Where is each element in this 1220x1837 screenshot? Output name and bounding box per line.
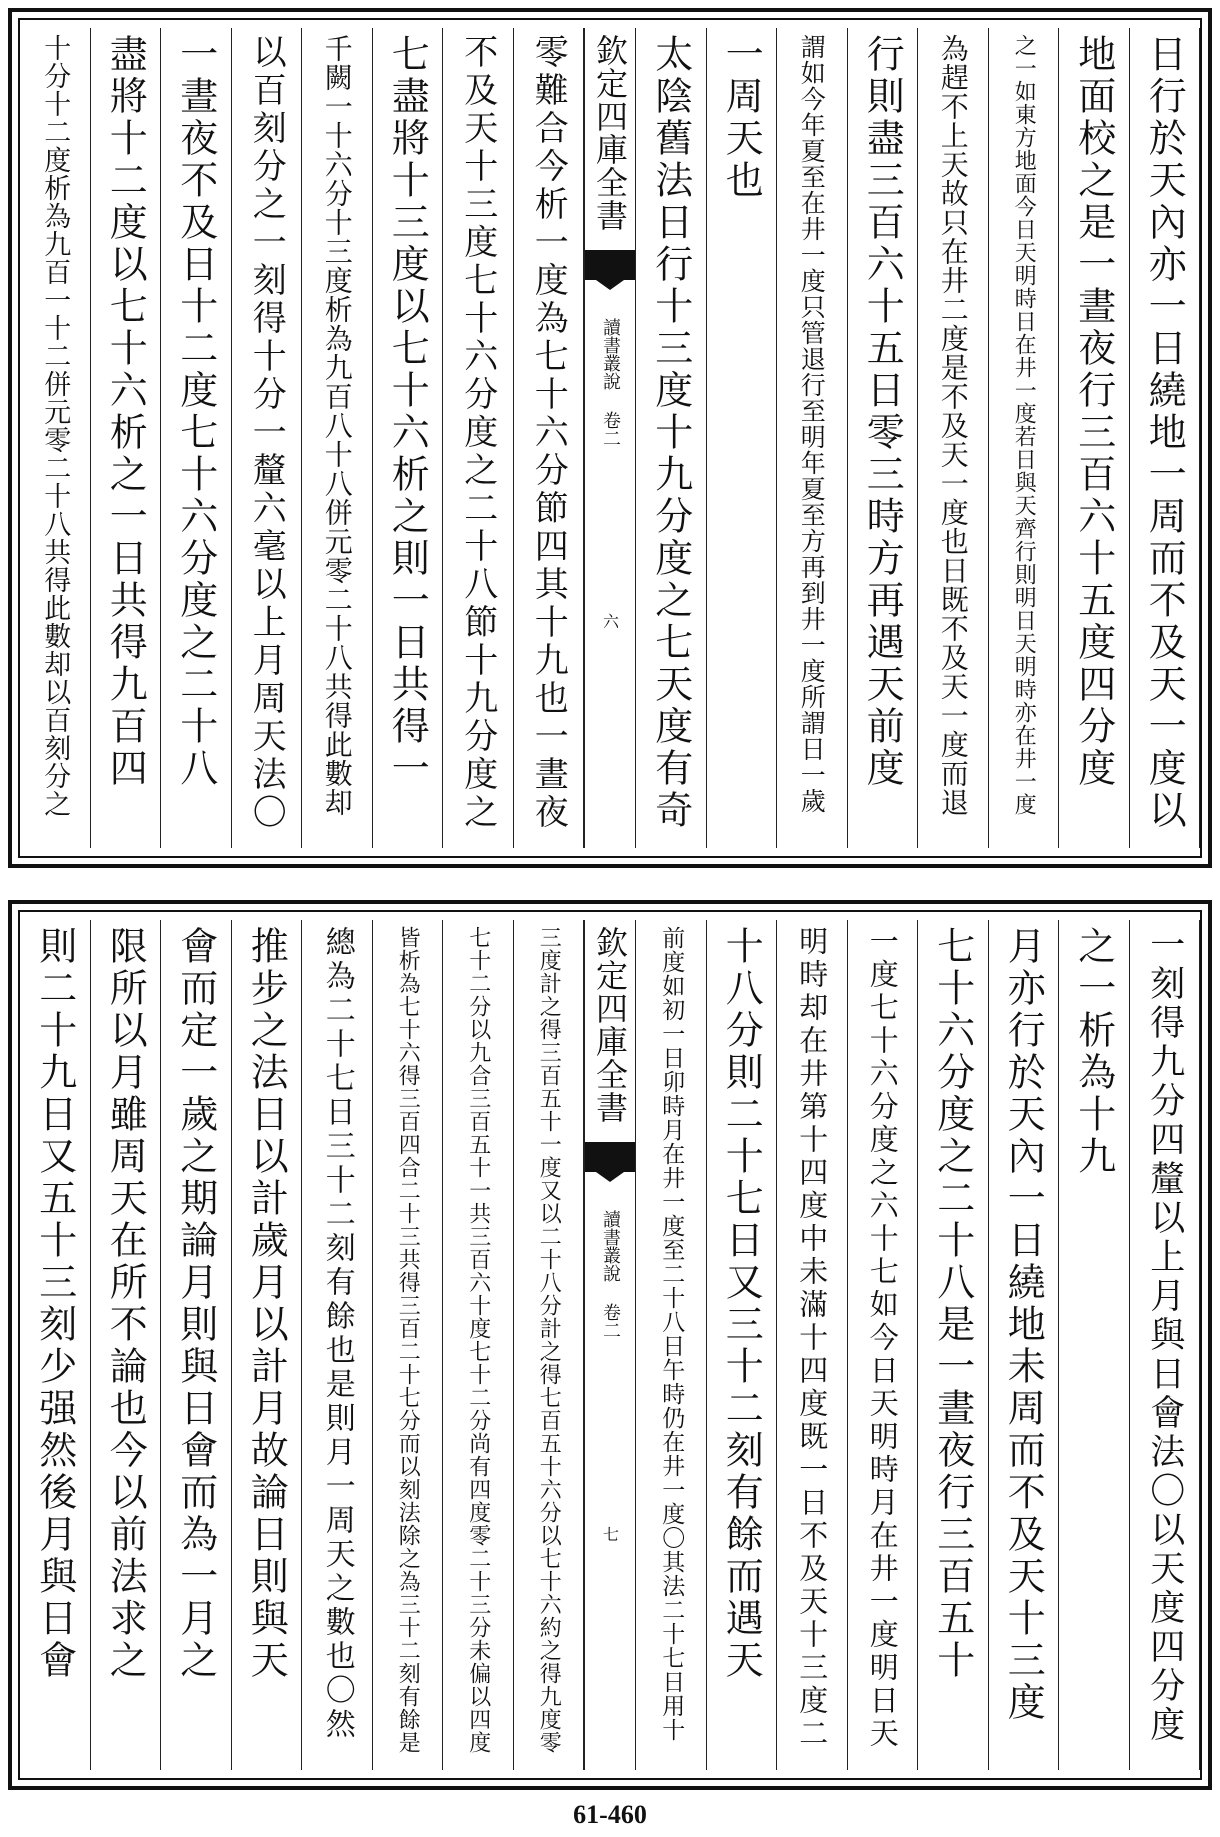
page-top — [8, 8, 1212, 868]
text-column — [636, 28, 707, 848]
column-text: 零難合今析一度為七十六分節四其十九也一晝夜 — [528, 34, 569, 832]
column-text: 地面校之是一晝夜行三百六十五度四分度 — [1071, 34, 1116, 790]
text-column — [636, 920, 707, 1770]
text-column — [707, 920, 778, 1770]
text-column — [1059, 920, 1130, 1770]
text-column — [707, 28, 778, 848]
column-text: 十八分則二十七日又三十二刻有餘而遇天 — [719, 926, 764, 1682]
text-column — [1059, 28, 1130, 848]
fish-tail-mark-icon — [585, 1142, 635, 1172]
column-text: 盡將十二度以七十六析之一日共得九百四 — [103, 34, 148, 790]
page-bottom — [8, 900, 1212, 1790]
text-column — [232, 920, 303, 1770]
page-top-frame — [18, 18, 1202, 858]
book-title-gutter — [584, 28, 636, 848]
text-column — [514, 920, 585, 1770]
column-text: 一度七十六分度之六十七如今日天明時月在井一度明日天 — [865, 926, 900, 1751]
text-column — [918, 920, 989, 1770]
column-text: 明時却在井第十四度中未滿十四度既一日不及天十三度二 — [795, 926, 830, 1751]
column-text: 推步之法日以計歲月以計月故論日則與天 — [244, 926, 289, 1682]
column-text: 三度計之得三百五十一度又以二十八分計之得七百五十六分以七十六約之得九度零 — [536, 926, 562, 1754]
text-column — [373, 28, 444, 848]
column-text: 太陰舊法日行十三度十九分度之七天度有奇 — [648, 34, 693, 832]
column-text: 一晝夜不及日十二度七十六分度之二十八 — [173, 34, 218, 790]
column-text: 以百刻分之一刻得十分一釐六毫以上月周天法〇 — [246, 34, 287, 832]
text-column — [302, 920, 373, 1770]
leaf-page-number: 七 — [600, 1526, 620, 1543]
text-column — [161, 28, 232, 848]
text-column — [848, 920, 919, 1770]
text-column — [1130, 28, 1201, 848]
column-text: 十分十二度析為九百一十二併元零二十八共得此數却以百刻分之 — [39, 34, 71, 818]
page-bottom-frame — [18, 910, 1202, 1780]
text-column — [373, 920, 444, 1770]
text-column — [918, 28, 989, 848]
column-text: 之一如東方地面今日天明時日在井一度若日與天齊行則明日天明時亦在井一度 — [1011, 34, 1037, 816]
fish-tail-mark-icon — [585, 250, 635, 280]
text-column — [20, 920, 91, 1770]
book-title: 欽定四庫全書 — [591, 926, 629, 1124]
column-text: 千闕一十六分十三度析為九百八十八併元零二十八共得此數却 — [320, 34, 354, 817]
text-column — [848, 28, 919, 848]
column-text: 為趕不上天故只在井二度是不及天一度也日既不及天一度而退 — [936, 34, 970, 817]
column-text: 七十六分度之二十八是一晝夜行三百五十 — [930, 926, 975, 1682]
column-text: 月亦行於天內一日繞地未周而不及天十三度 — [1001, 926, 1046, 1724]
text-column — [777, 28, 848, 848]
column-text: 一周天也 — [719, 34, 764, 202]
column-text: 七盡將十三度以七十六析之則一日共得一 — [385, 34, 430, 790]
column-text: 則二十九日又五十三刻少强然後月與日會 — [32, 926, 77, 1682]
text-column — [91, 28, 162, 848]
text-column — [302, 28, 373, 848]
text-column — [20, 28, 91, 848]
book-subtitle: 讀書叢說 卷二 — [600, 318, 621, 447]
column-text: 會而定一歲之期論月則與日會而為一月之 — [173, 926, 218, 1682]
text-column — [232, 28, 303, 848]
text-column — [91, 920, 162, 1770]
column-text: 前度如初一日卯時月在井一度至二十八日午時仍在井一度〇其法二十七日用十 — [658, 926, 685, 1742]
text-column — [443, 28, 514, 848]
text-column — [989, 28, 1060, 848]
column-text: 皆析為七十六得三百四合二十三共得三百二十七分而以刻法除之為三十二刻有餘是 — [395, 926, 421, 1754]
text-column — [161, 920, 232, 1770]
text-column — [443, 920, 514, 1770]
text-column — [989, 920, 1060, 1770]
column-text: 一刻得九分四釐以上月與日會法〇以天度四分度 — [1144, 926, 1185, 1745]
column-text: 限所以月雖周天在所不論也今以前法求之 — [103, 926, 148, 1682]
column-text: 總為二十七日三十二刻有餘也是則月一周天之數也〇然 — [319, 926, 355, 1742]
book-subtitle: 讀書叢說 卷二 — [600, 1210, 621, 1339]
page-footer-number: 61-460 — [573, 1800, 647, 1829]
text-column — [1130, 920, 1201, 1770]
book-title-gutter — [584, 920, 636, 1770]
column-text: 謂如今年夏至在井一度只管退行至明年夏至方再到井一度所謂日一歲 — [797, 34, 827, 814]
column-text: 之一析為十九 — [1071, 926, 1116, 1178]
text-column — [777, 920, 848, 1770]
column-text: 行則盡三百六十五日零三時方再遇天前度 — [860, 34, 905, 790]
leaf-page-number: 六 — [600, 613, 620, 630]
column-text: 日行於天內亦一日繞地一周而不及天一度以 — [1142, 34, 1187, 832]
column-text: 七十二分以九合三百五十一共三百六十度七十二分尚有四度零二十三分未偏以四度 — [465, 926, 491, 1754]
text-column — [514, 28, 585, 848]
column-text: 不及天十三度七十六分度之二十八節十九分度之 — [457, 34, 498, 832]
book-title: 欽定四庫全書 — [591, 34, 629, 232]
